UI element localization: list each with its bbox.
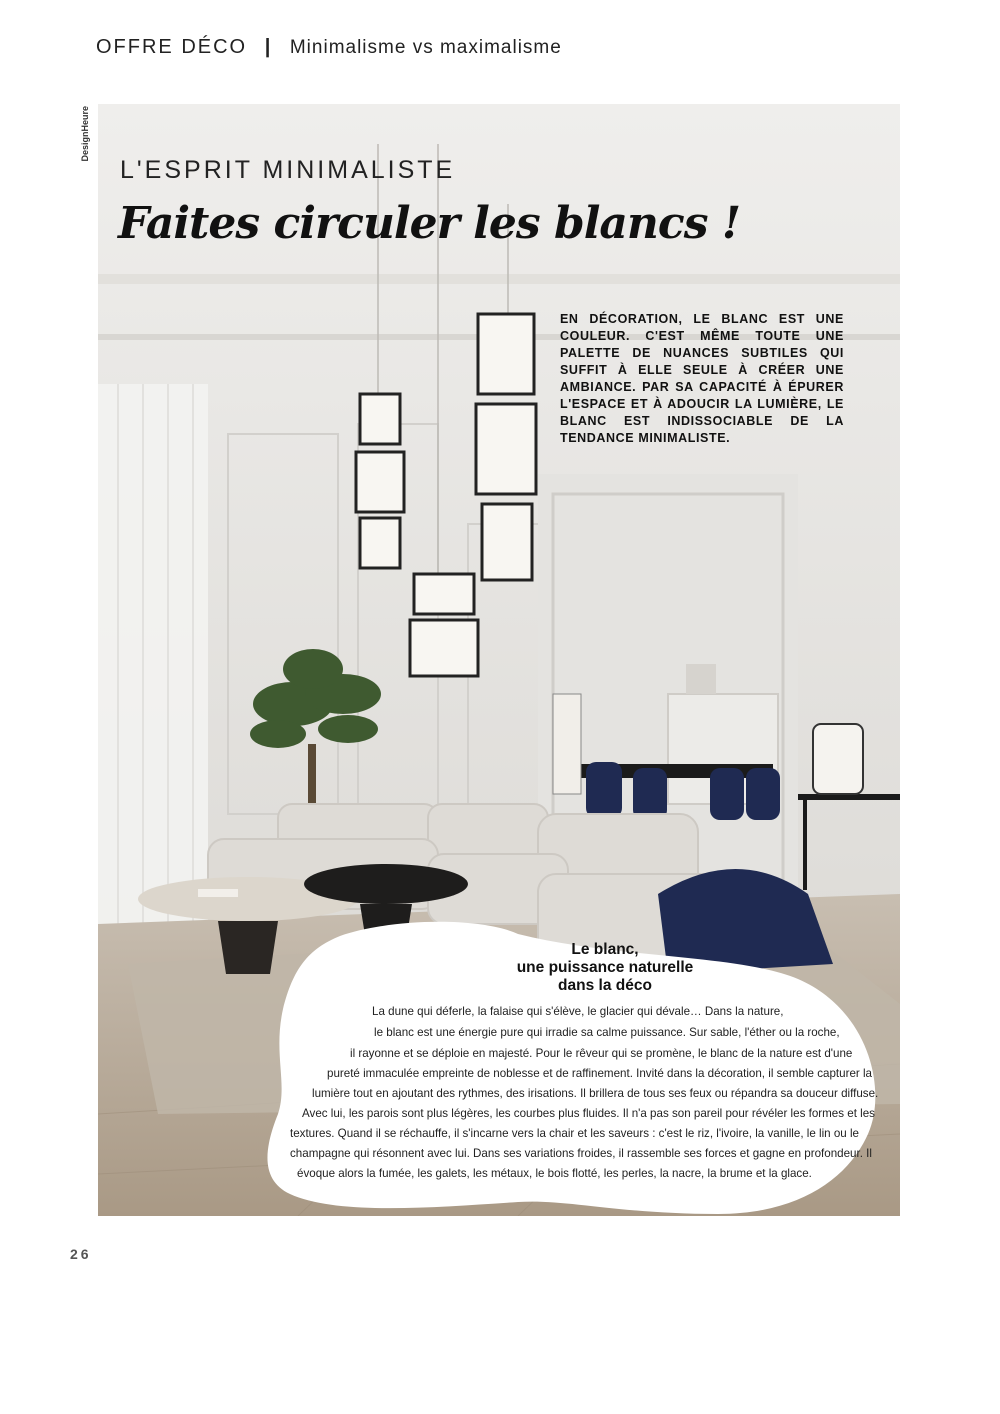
box-title-line: dans la déco bbox=[558, 977, 652, 994]
photo-credit-text: DesignHeure bbox=[80, 106, 90, 162]
page-number: 26 bbox=[70, 1246, 92, 1262]
box-title-line: Le blanc, bbox=[571, 941, 639, 958]
box-title bbox=[470, 941, 740, 995]
photo-credit bbox=[80, 106, 94, 176]
box-body-line: Avec lui, les parois sont plus légères, les courbes plus fluides. Il n'a pas son pareil pour révéler les formes et les bbox=[302, 1107, 875, 1120]
article-lead: EN DÉCORATION, LE BLANC EST UNE COULEUR. C'EST MÊME TOUTE UNE PALETTE DE NUANCES SUBTILES QUI SUFFIT À ELLE SEULE À CRÉER UNE AMBIANCE. PAR SA CAPACITÉ À ÉPURER L'ESPACE ET À ADOUCIR LA LUMIÈRE, LE BLANC EST INDISSOCIABLE DE LA TENDANCE MINIMALISTE. bbox=[560, 312, 844, 445]
box-body-line: textures. Quand il se réchauffe, il s'incarne vers la chair et les saveurs : c'est le riz, l'ivoire, la vanille, le lin ou le bbox=[290, 1127, 859, 1140]
box-body-line: évoque alors la fumée, les galets, les métaux, le bois flotté, les perles, la nacre, la brume et la glace. bbox=[297, 1167, 812, 1180]
box-body-line: le blanc est une énergie pure qui irradie sa calme puissance. Sur sable, l'éther ou la roche, bbox=[374, 1026, 840, 1039]
box-body-line: il rayonne et se déploie en majesté. Pour le rêveur qui se promène, le blanc de la nature est d'une bbox=[350, 1047, 853, 1060]
article-title: Faites circuler les blancs ! bbox=[118, 198, 741, 249]
box-body-line: lumière tout en ajoutant des rythmes, des irisations. Il brillera de tous ses feux ou répandra sa douceur diffuse. bbox=[312, 1087, 879, 1100]
box-body-line: champagne qui résonnent avec lui. Dans ses variations froides, il rassemble ses forces et gagne en profondeur. Il bbox=[290, 1147, 872, 1160]
article-kicker: L'ESPRIT MINIMALISTE bbox=[120, 156, 456, 184]
pendant-lamp-center bbox=[410, 574, 478, 676]
running-header bbox=[96, 36, 562, 59]
box-body-line: pureté immaculée empreinte de noblesse et de raffinement. Invité dans la décoration, il semble capturer la bbox=[327, 1067, 872, 1080]
box-title-line: une puissance naturelle bbox=[516, 959, 694, 976]
pendant-lamp-right bbox=[476, 314, 536, 580]
pendant-lamp-left bbox=[356, 394, 404, 568]
section-label: OFFRE DÉCO bbox=[96, 36, 248, 58]
header-separator: | bbox=[264, 36, 273, 58]
header-subtitle: Minimalisme vs maximalisme bbox=[289, 37, 562, 58]
box-body-line: La dune qui déferle, la falaise qui s'élève, le glacier qui dévale… Dans la nature, bbox=[372, 1005, 784, 1018]
